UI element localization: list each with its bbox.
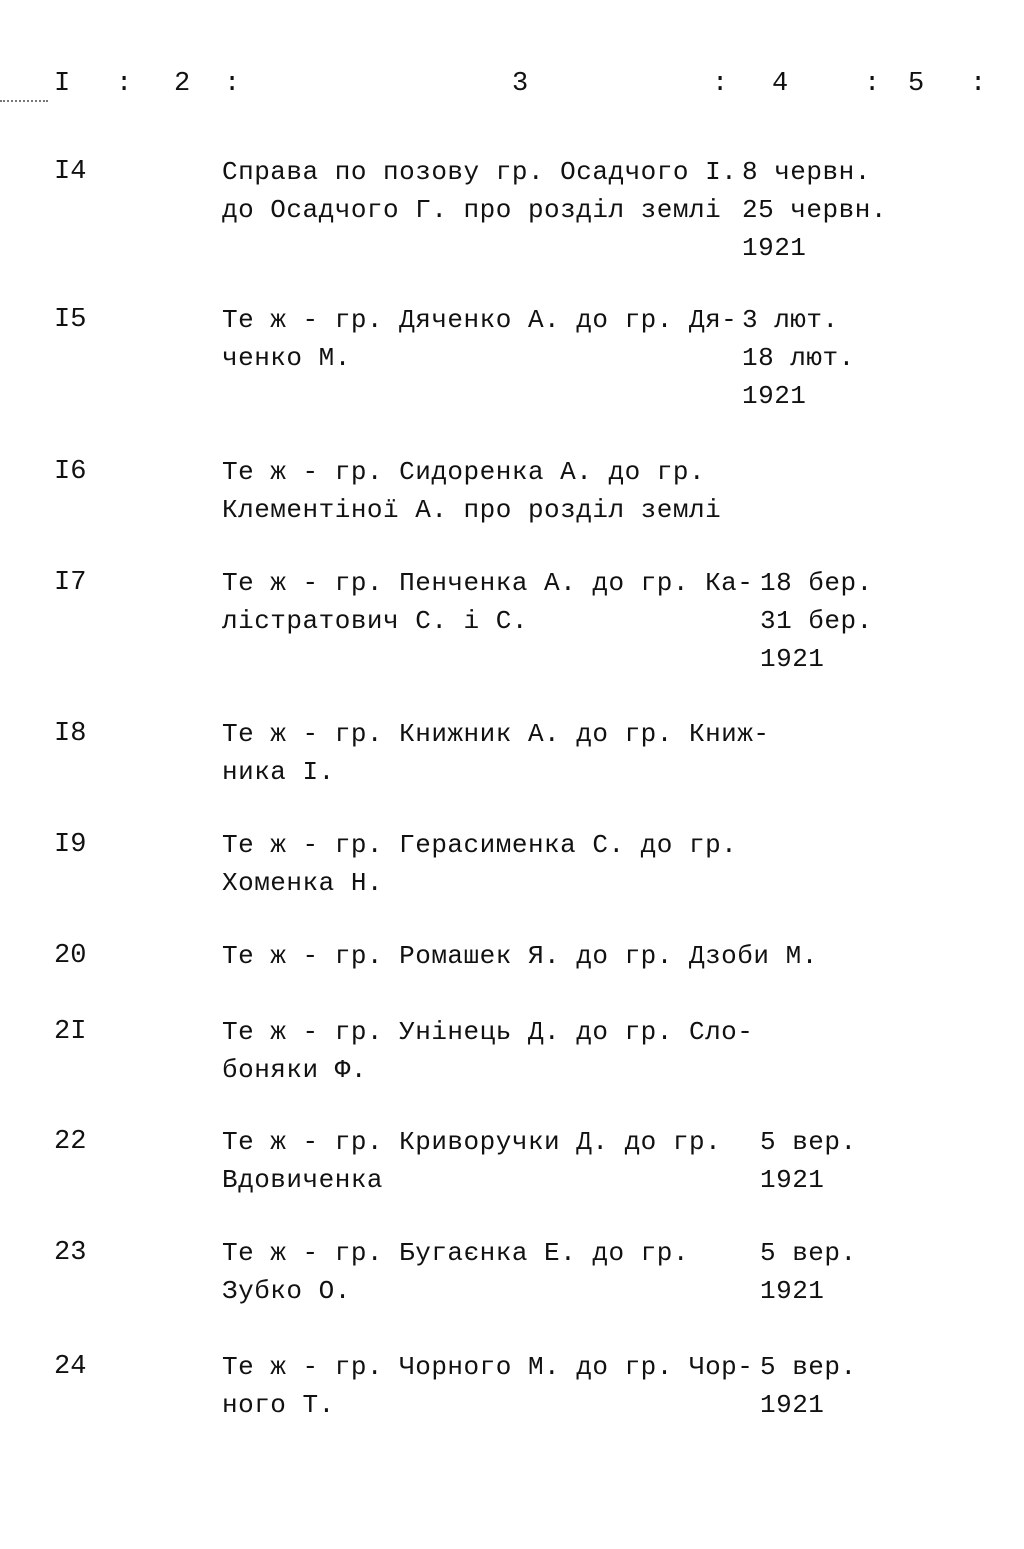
entry-description — [222, 564, 753, 640]
entry-dates — [760, 564, 873, 678]
date-line: 1921 — [760, 1390, 825, 1420]
entry-description — [222, 1234, 689, 1310]
date-line: 8 червн. — [742, 157, 871, 187]
header-separator-1: : — [116, 69, 133, 99]
header-separator-5: : — [970, 69, 987, 99]
date-line: 18 бер. — [760, 568, 873, 598]
entry-number: I8 — [54, 719, 87, 749]
date-line: 31 бер. — [760, 606, 873, 636]
entry-description — [222, 1348, 753, 1424]
header-col-4: 4 — [772, 69, 789, 99]
description-line: Клементіної А. про розділ землі — [222, 495, 722, 525]
date-line: 25 червн. — [742, 195, 887, 225]
description-line: Те ж - гр. Книжник А. до гр. Книж- — [222, 719, 770, 749]
description-line: ного Т. — [222, 1390, 335, 1420]
date-line: 5 вер. — [760, 1352, 857, 1382]
header-separator-4: : — [864, 69, 881, 99]
entry-number: 22 — [54, 1127, 87, 1157]
date-line: 1921 — [742, 381, 807, 411]
date-line: 5 вер. — [760, 1238, 857, 1268]
entry-description — [222, 937, 818, 975]
description-line: Те ж - гр. Криворучки Д. до гр. — [222, 1127, 722, 1157]
header-col-1: I — [54, 69, 71, 99]
entry-dates — [742, 153, 887, 267]
entry-dates — [760, 1348, 857, 1424]
description-line: Те ж - гр. Бугаєнка Е. до гр. — [222, 1238, 689, 1268]
entry-description — [222, 453, 721, 529]
entry-number: 2I — [54, 1017, 87, 1047]
date-line: 5 вер. — [760, 1127, 857, 1157]
description-line: Те ж - гр. Дяченко А. до гр. Дя- — [222, 305, 738, 335]
entry-number: I5 — [54, 305, 87, 335]
date-line: 1921 — [742, 233, 807, 263]
description-line: Те ж - гр. Сидоренка А. до гр. — [222, 457, 706, 487]
entry-number: 23 — [54, 1238, 87, 1268]
entry-number: I7 — [54, 568, 87, 598]
date-line: 3 лют. — [742, 305, 839, 335]
date-line: 18 лют. — [742, 343, 855, 373]
description-line: Вдовиченка — [222, 1165, 384, 1195]
entry-description — [222, 301, 737, 377]
entry-number: 20 — [54, 941, 87, 971]
description-line: Справа по позову гр. Осадчого І. — [222, 157, 738, 187]
description-line: Те ж - гр. Чорного М. до гр. Чор- — [222, 1352, 754, 1382]
page-edge-mark — [0, 100, 48, 104]
description-line: ченко М. — [222, 343, 351, 373]
date-line: 1921 — [760, 1165, 825, 1195]
entry-dates — [742, 301, 855, 415]
entry-description — [222, 1013, 753, 1089]
description-line: лістратович С. і С. — [222, 606, 528, 636]
description-line: Те ж - гр. Унінець Д. до гр. Сло- — [222, 1017, 754, 1047]
date-line: 1921 — [760, 1276, 825, 1306]
description-line: Те ж - гр. Герасименка С. до гр. — [222, 830, 738, 860]
date-line: 1921 — [760, 644, 825, 674]
entry-description — [222, 1123, 721, 1199]
header-col-3: 3 — [512, 69, 529, 99]
description-line: Те ж - гр. Ромашек Я. до гр. Дзоби М. — [222, 941, 818, 971]
entry-number: I9 — [54, 830, 87, 860]
entry-dates — [760, 1234, 857, 1310]
description-line: боняки Ф. — [222, 1055, 367, 1085]
header-col-5: 5 — [908, 69, 925, 99]
entry-description — [222, 153, 737, 229]
description-line: ника І. — [222, 757, 335, 787]
header-separator-2: : — [224, 69, 241, 99]
entry-dates — [760, 1123, 857, 1199]
header-separator-3: : — [712, 69, 729, 99]
description-line: Те ж - гр. Пенченка А. до гр. Ка- — [222, 568, 754, 598]
description-line: до Осадчого Г. про розділ землі — [222, 195, 722, 225]
description-line: Хоменка Н. — [222, 868, 384, 898]
entry-description — [222, 826, 737, 902]
entry-number: 24 — [54, 1352, 87, 1382]
description-line: Зубко О. — [222, 1276, 351, 1306]
header-col-2: 2 — [174, 69, 191, 99]
entry-description — [222, 715, 770, 791]
entry-number: I4 — [54, 157, 87, 187]
entry-number: I6 — [54, 457, 87, 487]
